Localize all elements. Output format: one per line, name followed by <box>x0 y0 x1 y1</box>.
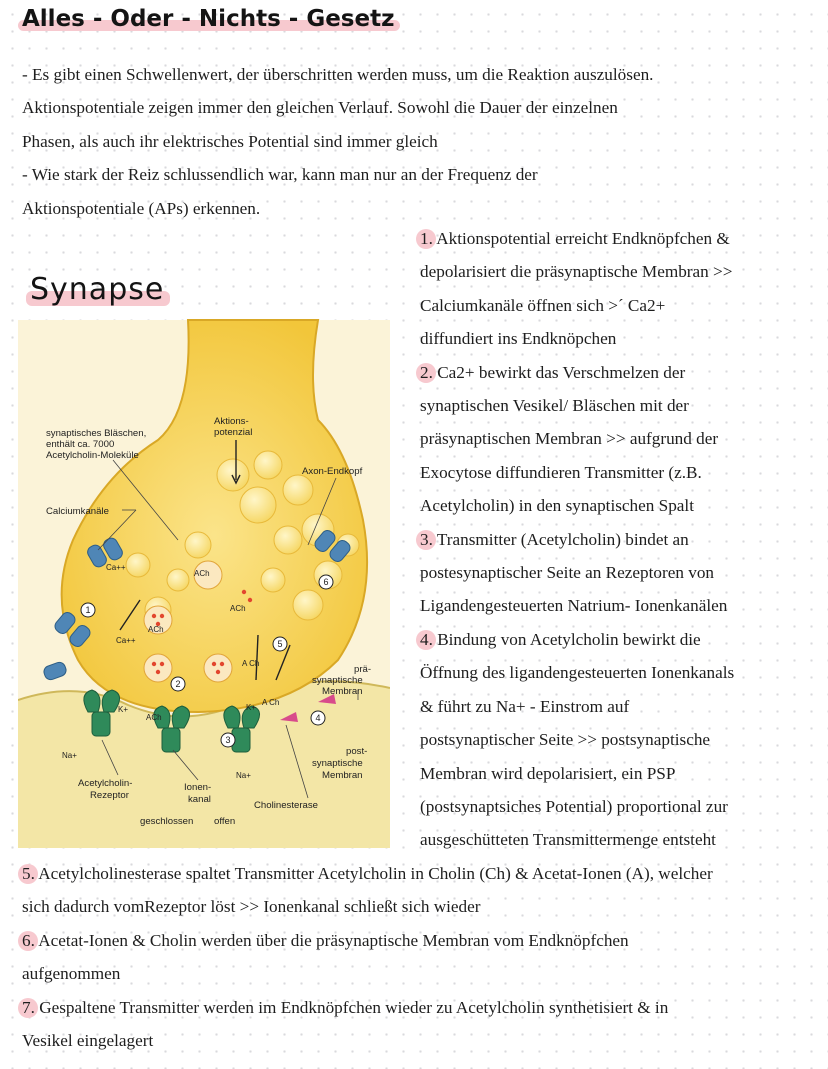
steps-bottom <box>22 857 713 1057</box>
step-line: Acetylcholinesterase spaltet Transmitter Acetylcholin in Cholin (Ch) & Acetat-Ionen (A), welcher <box>38 864 713 883</box>
steps-right <box>420 222 734 857</box>
marker-6: 6 <box>323 577 329 587</box>
step-number: 7. <box>22 991 35 1024</box>
label-geschlossen: geschlossen <box>140 816 194 827</box>
label-ach: ACh <box>230 604 246 613</box>
step-number: 3. <box>420 523 433 556</box>
label-ca: Ca++ <box>106 563 126 572</box>
label-ach: ACh <box>148 625 164 634</box>
label-praesynaptische: synaptische <box>312 675 363 686</box>
step-line: Calciumkanäle öffnen sich >´ Ca2+ <box>420 295 666 315</box>
label-praesynaptische: prä- <box>354 664 372 675</box>
label-ach: ACh <box>194 569 210 578</box>
label-cholinesterase: Cholinesterase <box>254 800 318 811</box>
synapse-heading: Synapse <box>30 272 165 307</box>
step-line: präsynaptischen Membran >> aufgrund der <box>420 429 719 449</box>
step-number: 4. <box>420 623 433 656</box>
marker-1: 1 <box>85 605 91 615</box>
intro-line: Aktionspotentiale (APs) erkennen. <box>22 198 261 218</box>
marker-3: 3 <box>225 735 231 745</box>
step-line: (postsynaptsiches Potential) proportional zur <box>420 796 728 816</box>
step-line: Vesikel eingelagert <box>22 1031 154 1051</box>
label-ach: A Ch <box>242 659 260 668</box>
intro-line: - Es gibt einen Schwellenwert, der überschritten werden muss, um die Reaktion auszulösen. <box>22 65 654 84</box>
step-line: Bindung von Acetylcholin bewirkt die <box>437 629 701 649</box>
intro-line: Aktionspotentiale zeigen immer den gleichen Verlauf. Sowohl die Dauer der einzelnen <box>22 98 618 118</box>
step-1 <box>420 222 734 356</box>
step-line: Exocytose diffundieren Transmitter (z.B. <box>420 462 702 482</box>
step-line: ausgeschütteten Transmittermenge entsteht <box>420 830 716 850</box>
label-ach: ACh <box>146 713 162 722</box>
label-postsynaptische: post- <box>346 746 368 757</box>
marker-2: 2 <box>175 679 181 689</box>
step-line: synaptischen Vesikel/ Bläschen mit der <box>420 396 689 416</box>
label-postsynaptische: Membran <box>322 770 363 781</box>
label-rezeptor: Rezeptor <box>90 790 129 801</box>
label-praesynaptische: Membran <box>322 686 363 697</box>
step-line: & führt zu Na+ - Einstrom auf <box>420 696 630 716</box>
label-k: K+ <box>118 705 129 714</box>
step-line: Öffnung des ligandengesteuerten Ionenkanals <box>420 663 735 683</box>
label-rezeptor: Acetylcholin- <box>78 778 133 789</box>
intro-line: - Wie stark der Reiz schlussendlich war, kann man nur an der Frequenz der <box>22 165 538 185</box>
label-ach: A Ch <box>262 698 280 707</box>
step-line: postsynaptischer Seite >> postsynaptische <box>420 730 711 750</box>
synapse-figure <box>18 300 390 848</box>
step-line: Gespaltene Transmitter werden im Endknöpfchen wieder zu Acetylcholin synthetisiert & in <box>39 997 669 1017</box>
step-6 <box>22 924 713 991</box>
step-number: 2. <box>420 356 433 389</box>
step-line: diffundiert ins Endknöpchen <box>420 329 617 349</box>
step-line: postesynaptischer Seite an Rezeptoren von <box>420 563 715 583</box>
label-calciumkanaele: Calciumkanäle <box>46 506 109 517</box>
step-line: Aktionspotential erreicht Endknöpfchen & <box>436 229 730 248</box>
label-aktionspotenzial: potenzial <box>214 427 253 438</box>
step-line: Membran wird depolarisiert, ein PSP <box>420 763 676 783</box>
step-line: Transmitter (Acetylcholin) bindet an <box>436 529 689 549</box>
label-na: Na+ <box>236 771 251 780</box>
intro-paragraph <box>22 58 653 225</box>
label-ionenkanal: Ionen- <box>184 782 212 793</box>
step-line: sich dadurch vomRezeptor löst >> Ionenkanal schließt sich wieder <box>22 897 481 917</box>
step-7 <box>22 991 713 1058</box>
marker-5: 5 <box>277 639 283 649</box>
label-ionenkanal: kanal <box>188 794 211 805</box>
intro-line: Phasen, als auch ihr elektrisches Potential sind immer gleich <box>22 131 438 151</box>
label-blaeschen: enthält ca. 7000 <box>46 439 115 450</box>
label-ca: Ca++ <box>116 636 136 645</box>
step-5 <box>22 857 713 924</box>
step-line: Acetat-Ionen & Cholin werden über die präsynaptische Membran vom Endknöpfchen <box>38 930 629 950</box>
marker-4: 4 <box>315 713 321 723</box>
step-number: 1. <box>420 222 433 255</box>
step-2 <box>420 356 734 523</box>
step-number: 5. <box>22 857 35 890</box>
label-postsynaptische: synaptische <box>312 758 363 769</box>
page-title: Alles - Oder - Nichts - Gesetz <box>22 6 395 32</box>
label-blaeschen: Acetylcholin-Moleküle <box>46 450 139 461</box>
label-aktionspotenzial: Aktions- <box>214 416 249 427</box>
step-line: Ca2+ bewirkt das Verschmelzen der <box>437 362 686 382</box>
label-blaeschen: synaptisches Bläschen, <box>46 428 147 439</box>
step-3 <box>420 523 734 623</box>
label-k: K+ <box>246 703 257 712</box>
step-number: 6. <box>22 924 35 957</box>
label-na: Na+ <box>62 751 77 760</box>
step-4 <box>420 623 734 857</box>
step-line: Ligandengesteuerten Natrium- Ionenkanälen <box>420 596 728 616</box>
step-line: aufgenommen <box>22 964 121 984</box>
step-line: Acetylcholin) in den synaptischen Spalt <box>420 496 694 516</box>
label-axon-endkopf: Axon-Endkopf <box>302 466 363 477</box>
label-offen: offen <box>214 816 236 827</box>
step-line: depolarisiert die präsynaptische Membran >> <box>420 262 733 282</box>
